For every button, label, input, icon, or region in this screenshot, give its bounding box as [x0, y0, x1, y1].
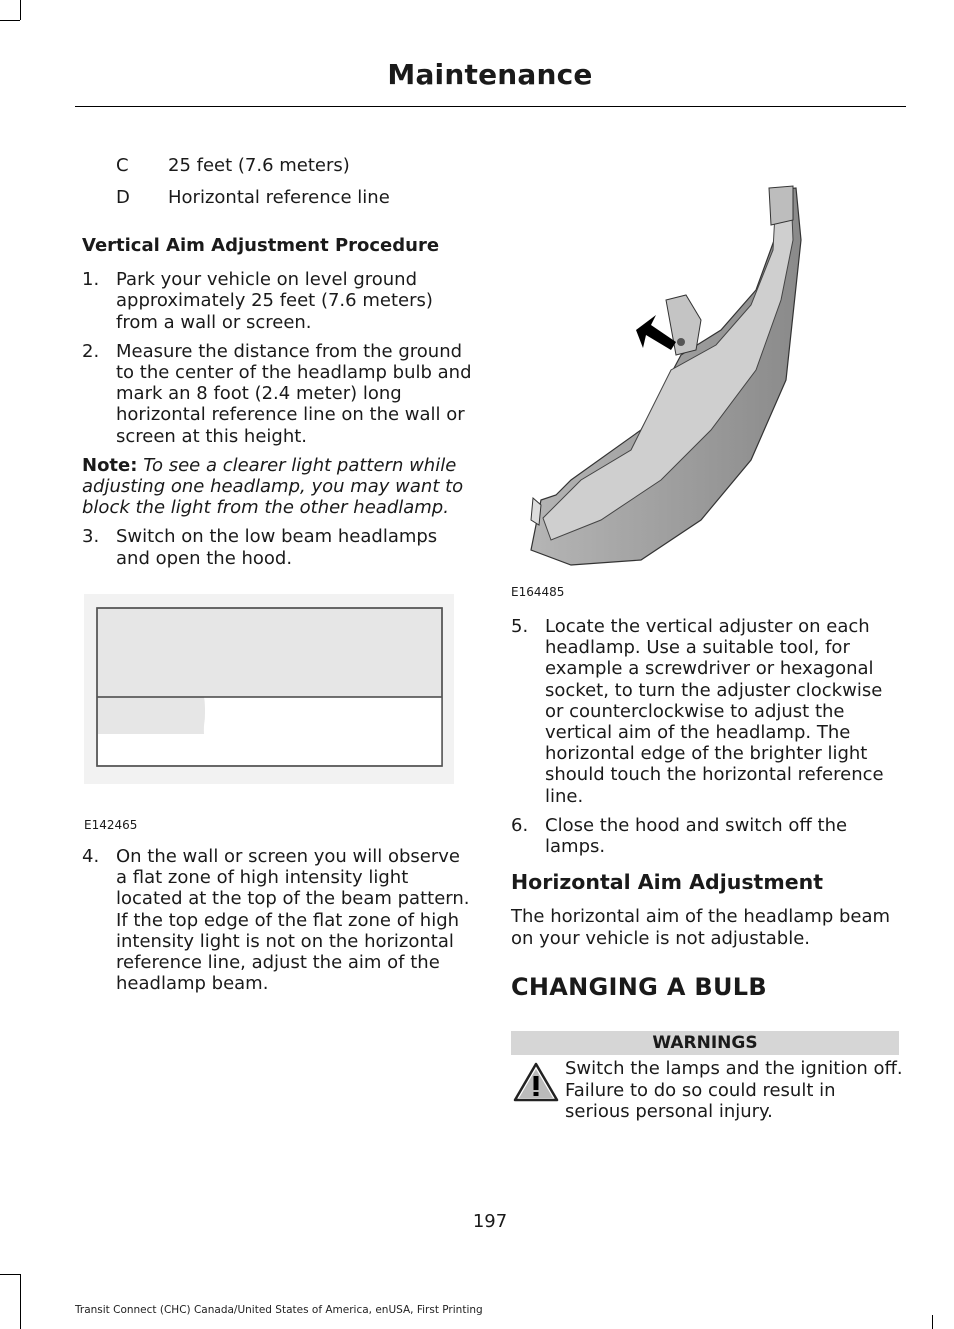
left-column-procedure	[82, 235, 474, 569]
horizontal-aim-text: The horizontal aim of the headlamp beam on your vehicle is not adjustable.	[511, 906, 891, 949]
step-text: Locate the vertical adjuster on each headlamp. Use a suitable tool, for example a screwdriver or hexagonal socket, to turn the adjuster clockwise or counterclockwise to adjust the vertical aim of the headlamp. The horizontal edge of the brighter light should touch the horizontal reference line.	[545, 616, 884, 807]
step-number: 2.	[82, 340, 100, 362]
warning-triangle-icon	[512, 1061, 560, 1103]
legend-item	[116, 187, 390, 208]
legend-text: Horizontal reference line	[168, 187, 390, 208]
page-title: Maintenance	[387, 58, 593, 91]
figure-label: E164485	[511, 585, 565, 599]
horizontal-aim-heading: Horizontal Aim Adjustment	[511, 870, 823, 895]
legend-item	[116, 155, 350, 176]
step-text: On the wall or screen you will observe a flat zone of high intensity light located at the top of the beam pattern. If the top edge of the flat zone of high intensity light is not on the horizontal reference line, adjust the aim of the headlamp beam.	[116, 846, 470, 995]
beam-pattern-figure	[84, 594, 454, 784]
left-column-step4	[82, 846, 474, 994]
legend-key: C	[116, 155, 129, 176]
procedure-step	[511, 815, 903, 857]
page-number: 197	[472, 1211, 508, 1232]
procedure-step	[82, 846, 474, 994]
crop-mark	[20, 1274, 21, 1329]
step-number: 4.	[82, 846, 100, 867]
procedure-step	[82, 269, 474, 333]
warning-text: Switch the lamps and the ignition off. Failure to do so could result in serious personal injury.	[565, 1058, 903, 1122]
legend-text: 25 feet (7.6 meters)	[168, 155, 350, 176]
crop-mark	[932, 1315, 933, 1329]
header-divider	[75, 106, 906, 107]
headlamp-adjuster-figure	[511, 180, 811, 570]
figure-label: E142465	[84, 818, 138, 832]
step-text: Park your vehicle on level ground approximately 25 feet (7.6 meters) from a wall or screen.	[116, 269, 433, 333]
note-text: To see a clearer light pattern while adjusting one headlamp, you may want to block the light from the other headlamp.	[82, 454, 464, 519]
right-column	[511, 616, 903, 1001]
step-text: Measure the distance from the ground to the center of the headlamp bulb and mark an 8 foot (2.4 meter) long horizontal reference line on the wall or screen at this height.	[116, 340, 472, 447]
warnings-banner: WARNINGS	[511, 1031, 899, 1055]
step-number: 6.	[511, 814, 529, 836]
step-number: 3.	[82, 526, 100, 548]
procedure-step	[511, 616, 903, 807]
step-number: 5.	[511, 616, 529, 637]
procedure-step	[82, 526, 474, 568]
crop-mark	[0, 1274, 20, 1275]
procedure-heading: Vertical Aim Adjustment Procedure	[82, 235, 440, 256]
note-label: Note:	[82, 454, 138, 476]
step-text: Close the hood and switch off the lamps.	[545, 814, 848, 858]
legend-key: D	[116, 187, 130, 208]
section-heading: CHANGING A BULB	[511, 972, 767, 1001]
step-number: 1.	[82, 269, 100, 291]
step-text: Switch on the low beam headlamps and open the hood.	[116, 526, 438, 569]
procedure-step	[82, 341, 474, 447]
footer-text: Transit Connect (CHC) Canada/United States of America, enUSA, First Printing	[75, 1304, 483, 1316]
crop-mark	[0, 20, 20, 21]
note-paragraph	[82, 455, 474, 519]
crop-mark	[20, 0, 21, 20]
